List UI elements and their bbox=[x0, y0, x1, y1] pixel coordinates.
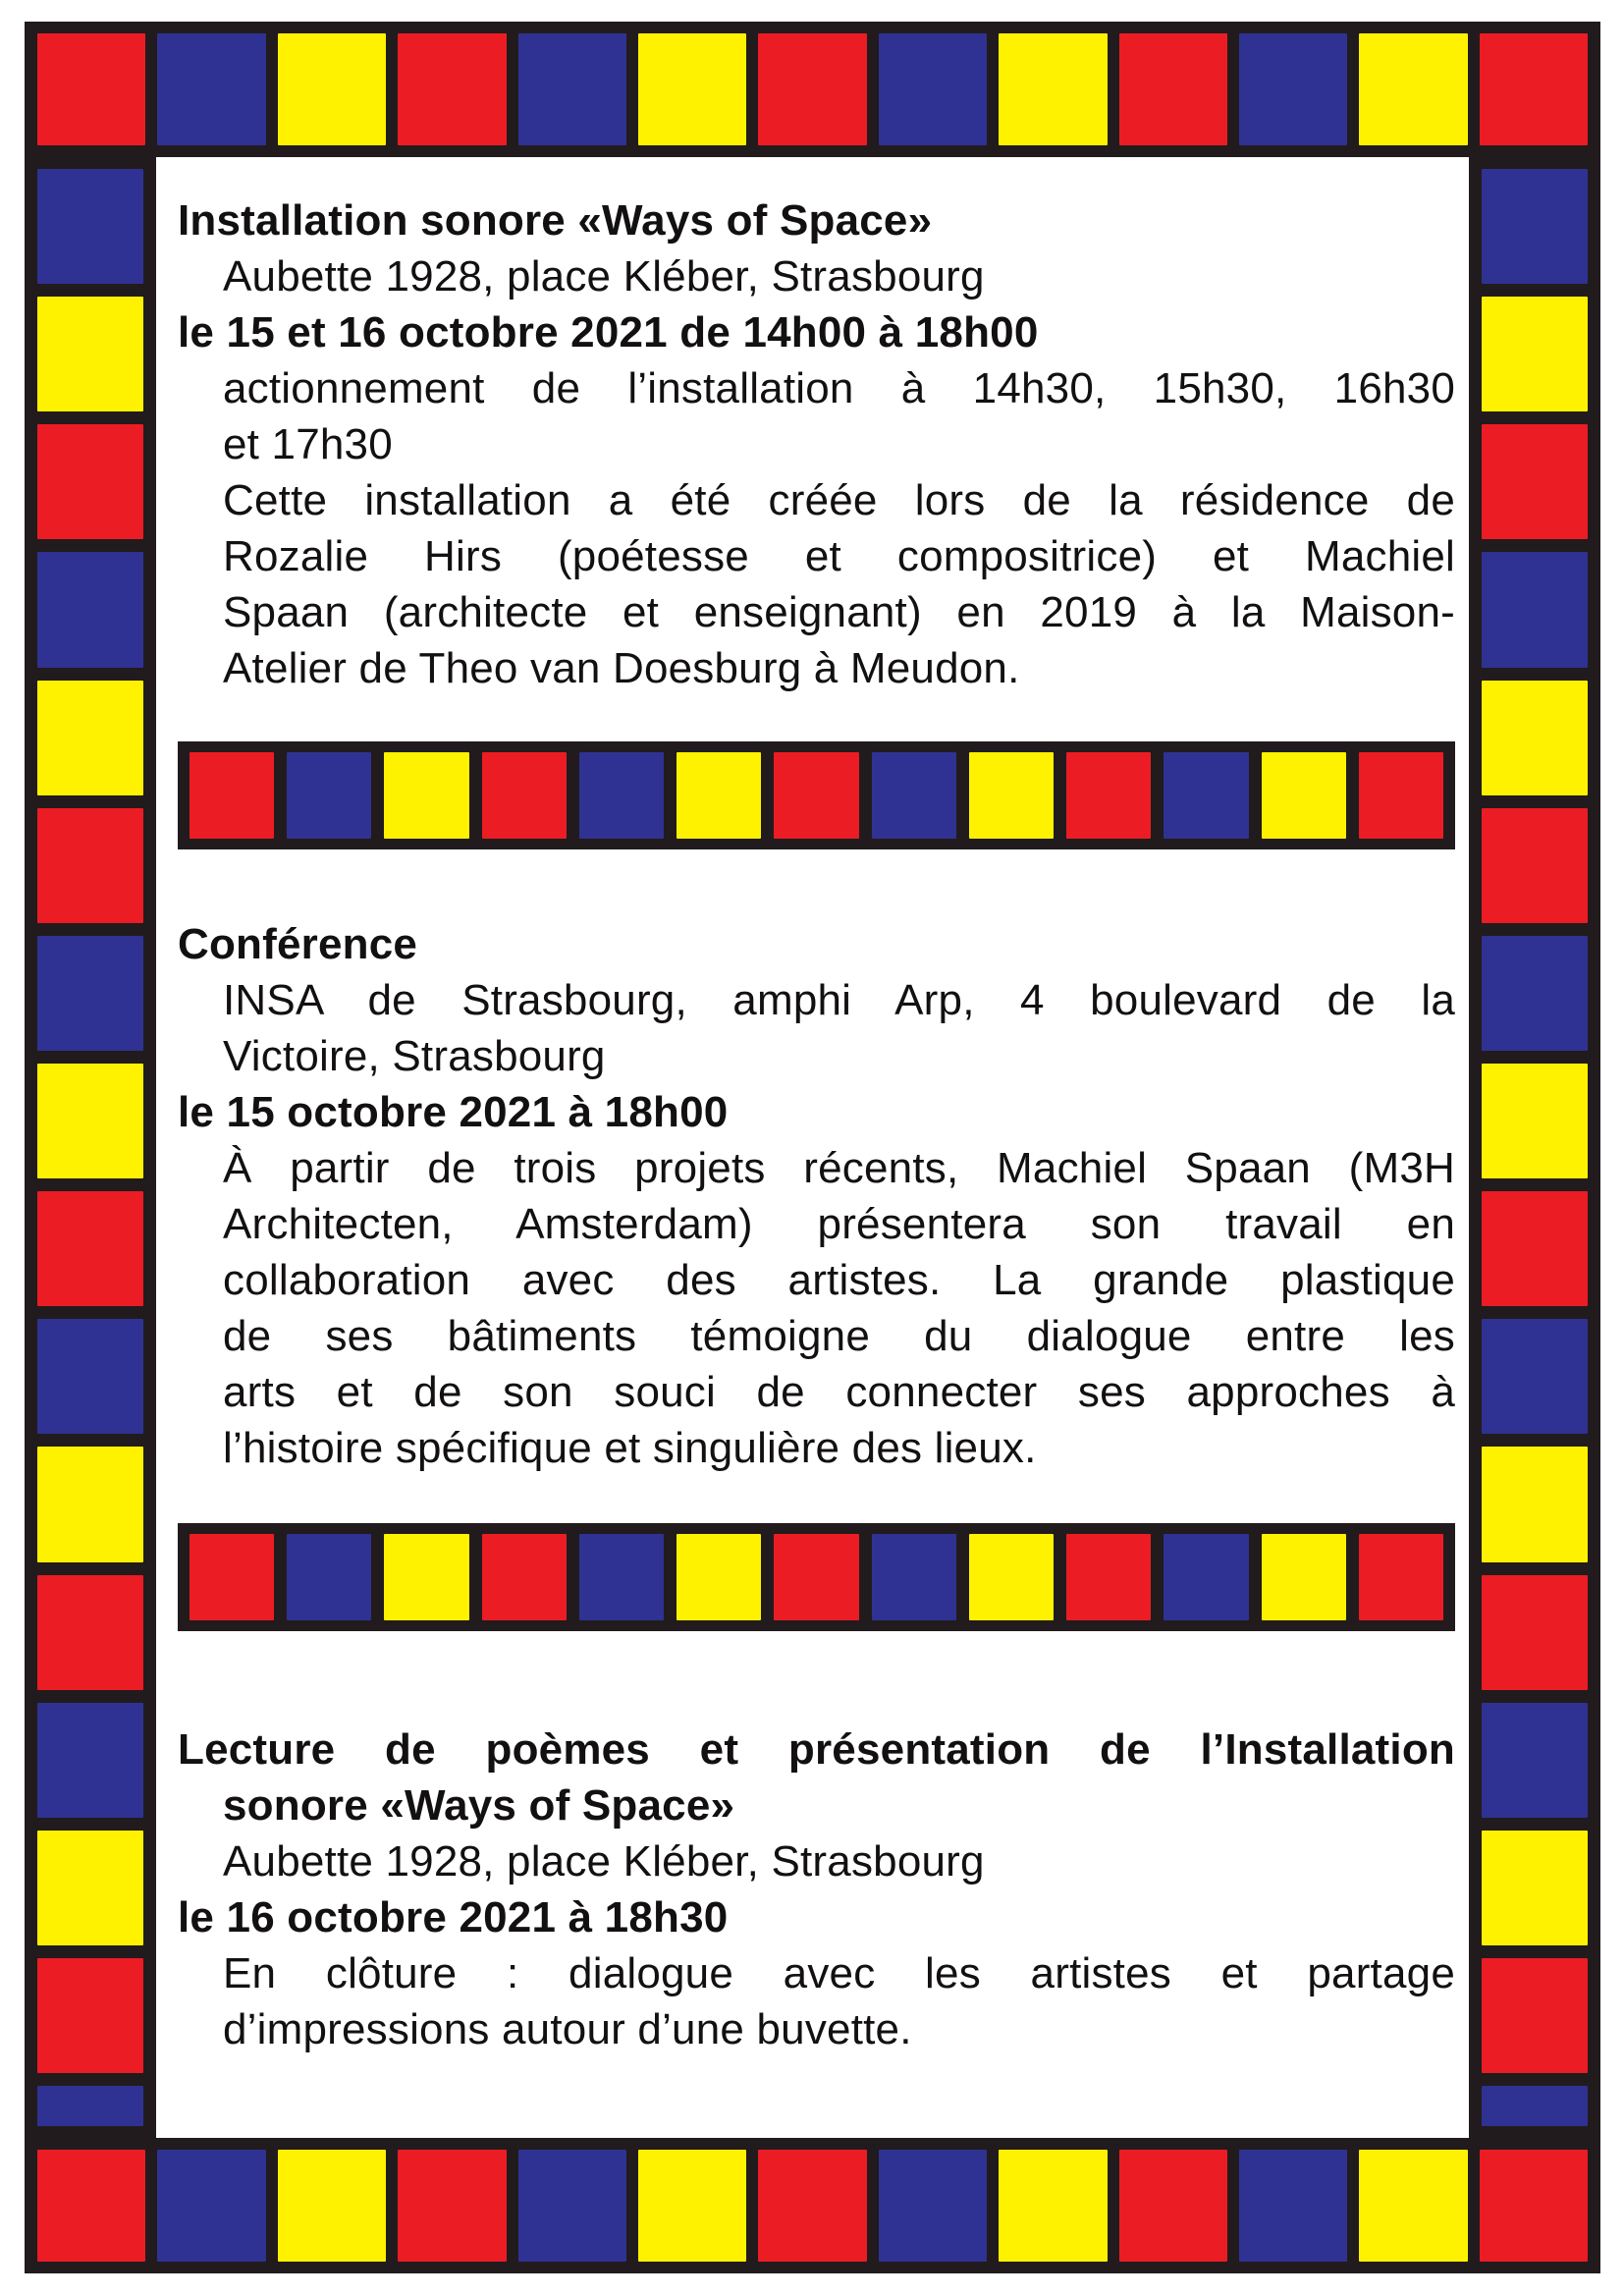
blue-tile bbox=[287, 1534, 371, 1620]
border-top-row bbox=[25, 22, 1600, 157]
yellow-tile bbox=[1482, 1064, 1588, 1178]
red-tile bbox=[758, 2150, 866, 2262]
blue-tile bbox=[1482, 1703, 1588, 1818]
red-tile bbox=[37, 33, 145, 145]
red-tile bbox=[37, 424, 143, 539]
blue-tile bbox=[1239, 2150, 1347, 2262]
red-tile bbox=[1482, 808, 1588, 923]
event-date bbox=[178, 304, 1455, 360]
section-title bbox=[178, 1722, 1455, 1833]
event-text bbox=[178, 248, 1455, 304]
yellow-tile bbox=[278, 2150, 386, 2262]
event-text bbox=[178, 1945, 1455, 2057]
red-tile bbox=[774, 1534, 858, 1620]
text-line: le 16 octobre 2021 à 18h30 bbox=[178, 1893, 729, 1941]
section-conference bbox=[178, 916, 1455, 1476]
blue-tile bbox=[579, 752, 664, 839]
blue-tile bbox=[1482, 169, 1588, 284]
event-text bbox=[178, 360, 1455, 472]
border-left-column bbox=[25, 157, 156, 2138]
border-bottom-row bbox=[25, 2138, 1600, 2273]
red-tile bbox=[398, 2150, 506, 2262]
text-line: Aubette 1928, place Kléber, Strasbourg bbox=[223, 252, 985, 301]
yellow-tile bbox=[1482, 1831, 1588, 1945]
yellow-tile bbox=[37, 681, 143, 795]
red-tile bbox=[37, 2150, 145, 2262]
red-tile bbox=[482, 1534, 567, 1620]
blue-tile bbox=[518, 2150, 626, 2262]
blue-tile bbox=[37, 1319, 143, 1434]
text-line: sonore «Ways of Space» bbox=[223, 1781, 735, 1830]
event-text bbox=[178, 972, 1455, 1084]
blue-tile bbox=[1482, 1319, 1588, 1434]
yellow-tile bbox=[278, 33, 386, 145]
red-tile bbox=[1480, 33, 1588, 145]
yellow-tile bbox=[37, 297, 143, 411]
section-installation-sonore bbox=[178, 192, 1455, 696]
text-line: INSA de Strasbourg, amphi Arp, 4 boulevard de la bbox=[223, 976, 1455, 1024]
red-tile bbox=[1359, 752, 1443, 839]
yellow-tile bbox=[37, 1831, 143, 1945]
section-lecture-de-poemes bbox=[178, 1722, 1455, 2057]
red-tile bbox=[1482, 1191, 1588, 1306]
blue-tile bbox=[1164, 1534, 1248, 1620]
yellow-tile bbox=[969, 752, 1054, 839]
text-line: Architecten, Amsterdam) présentera son travail en bbox=[223, 1200, 1455, 1248]
blue-tile bbox=[1482, 936, 1588, 1051]
blue-tile bbox=[287, 752, 371, 839]
yellow-tile bbox=[677, 1534, 761, 1620]
red-tile bbox=[398, 33, 506, 145]
text-line: le 15 octobre 2021 à 18h00 bbox=[178, 1088, 729, 1136]
red-tile bbox=[37, 1191, 143, 1306]
text-line: arts et de son souci de connecter ses approches à bbox=[223, 1368, 1455, 1416]
text-line: le 15 et 16 octobre 2021 de 14h00 à 18h00 bbox=[178, 308, 1039, 356]
yellow-tile bbox=[1359, 2150, 1467, 2262]
yellow-tile bbox=[384, 752, 468, 839]
yellow-tile bbox=[1262, 1534, 1346, 1620]
text-line: Lecture de poèmes et présentation de l’Installation bbox=[178, 1725, 1455, 1774]
event-text bbox=[178, 1140, 1455, 1476]
red-tile bbox=[1066, 752, 1151, 839]
yellow-tile bbox=[638, 33, 746, 145]
text-line: Atelier de Theo van Doesburg à Meudon. bbox=[223, 644, 1020, 692]
text-line: actionnement de l’installation à 14h30, 15h30, 16h30 bbox=[223, 364, 1455, 412]
blue-tile bbox=[37, 936, 143, 1051]
separator-strip bbox=[178, 741, 1455, 849]
event-date bbox=[178, 1084, 1455, 1140]
yellow-tile bbox=[384, 1534, 468, 1620]
yellow-tile bbox=[1359, 33, 1467, 145]
red-tile bbox=[1482, 1575, 1588, 1690]
red-tile bbox=[189, 752, 274, 839]
blue-tile bbox=[1239, 33, 1347, 145]
red-tile bbox=[37, 1958, 143, 2073]
blue-tile bbox=[157, 2150, 265, 2262]
blue-tile bbox=[37, 552, 143, 667]
blue-tile bbox=[37, 2086, 143, 2126]
red-tile bbox=[37, 808, 143, 923]
red-tile bbox=[1066, 1534, 1151, 1620]
yellow-tile bbox=[999, 2150, 1107, 2262]
red-tile bbox=[37, 1575, 143, 1690]
red-tile bbox=[1119, 33, 1227, 145]
text-line: À partir de trois projets récents, Machiel Spaan (M3H bbox=[223, 1144, 1455, 1192]
red-tile bbox=[1359, 1534, 1443, 1620]
separator-strip bbox=[178, 1523, 1455, 1631]
blue-tile bbox=[37, 169, 143, 284]
blue-tile bbox=[518, 33, 626, 145]
event-text bbox=[178, 472, 1455, 696]
red-tile bbox=[774, 752, 858, 839]
text-line: d’impressions autour d’une buvette. bbox=[223, 2005, 912, 2053]
blue-tile bbox=[872, 1534, 956, 1620]
text-line: En clôture : dialogue avec les artistes et partage bbox=[223, 1949, 1455, 1997]
event-text bbox=[178, 1833, 1455, 1889]
text-line: Rozalie Hirs (poétesse et compositrice) et Machiel bbox=[223, 532, 1455, 580]
red-tile bbox=[1480, 2150, 1588, 2262]
yellow-tile bbox=[1482, 297, 1588, 411]
blue-tile bbox=[1164, 752, 1248, 839]
event-date bbox=[178, 1889, 1455, 1945]
red-tile bbox=[1482, 424, 1588, 539]
section-title bbox=[178, 192, 1455, 248]
blue-tile bbox=[579, 1534, 664, 1620]
border-right-column bbox=[1469, 157, 1600, 2138]
red-tile bbox=[1482, 1958, 1588, 2073]
text-line: de ses bâtiments témoigne du dialogue entre les bbox=[223, 1312, 1455, 1360]
text-line: et 17h30 bbox=[223, 420, 393, 468]
yellow-tile bbox=[1262, 752, 1346, 839]
yellow-tile bbox=[638, 2150, 746, 2262]
text-line: Aubette 1928, place Kléber, Strasbourg bbox=[223, 1837, 985, 1886]
blue-tile bbox=[879, 33, 987, 145]
yellow-tile bbox=[677, 752, 761, 839]
red-tile bbox=[1119, 2150, 1227, 2262]
blue-tile bbox=[37, 1703, 143, 1818]
section-title bbox=[178, 916, 1455, 972]
blue-tile bbox=[879, 2150, 987, 2262]
text-line: Victoire, Strasbourg bbox=[223, 1032, 606, 1080]
text-line: l’histoire spécifique et singulière des lieux. bbox=[223, 1424, 1037, 1472]
yellow-tile bbox=[37, 1447, 143, 1561]
yellow-tile bbox=[969, 1534, 1054, 1620]
text-line: Cette installation a été créée lors de la résidence de bbox=[223, 476, 1455, 524]
yellow-tile bbox=[37, 1064, 143, 1178]
yellow-tile bbox=[1482, 1447, 1588, 1561]
yellow-tile bbox=[999, 33, 1107, 145]
yellow-tile bbox=[1482, 681, 1588, 795]
red-tile bbox=[758, 33, 866, 145]
blue-tile bbox=[872, 752, 956, 839]
text-line: Installation sonore «Ways of Space» bbox=[178, 196, 933, 245]
blue-tile bbox=[1482, 2086, 1588, 2126]
blue-tile bbox=[1482, 552, 1588, 667]
content-area bbox=[156, 157, 1469, 2138]
red-tile bbox=[482, 752, 567, 839]
blue-tile bbox=[157, 33, 265, 145]
text-line: Spaan (architecte et enseignant) en 2019 à la Maison- bbox=[223, 588, 1455, 636]
mondrian-border-frame bbox=[25, 22, 1600, 2273]
frame-middle bbox=[25, 157, 1600, 2138]
text-line: collaboration avec des artistes. La grande plastique bbox=[223, 1256, 1455, 1304]
text-line: Conférence bbox=[178, 920, 418, 968]
red-tile bbox=[189, 1534, 274, 1620]
